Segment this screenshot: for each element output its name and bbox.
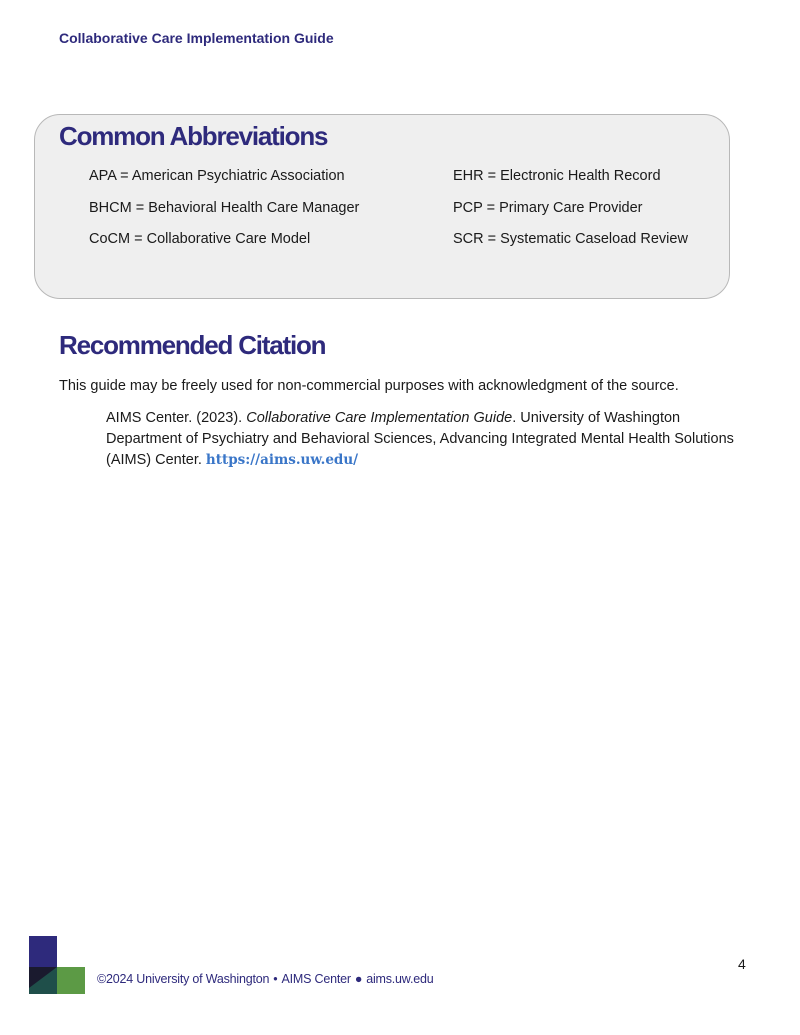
- footer-org: AIMS Center: [281, 972, 351, 986]
- footer-separator: ●: [354, 972, 363, 986]
- footer: [97, 972, 433, 986]
- abbreviations-left-column: [89, 167, 359, 262]
- citation-intro: This guide may be freely used for non-commercial purposes with acknowledgment of the source.: [59, 378, 679, 394]
- abbreviation-item: EHR = Electronic Health Record: [453, 168, 661, 184]
- citation-title: Recommended Citation: [59, 330, 326, 360]
- abbreviation-item: APA = American Psychiatric Association: [89, 168, 345, 184]
- citation-reference: [106, 408, 746, 471]
- abbreviations-box: [34, 114, 730, 299]
- footer-separator: •: [273, 972, 278, 986]
- abbreviation-item: BHCM = Behavioral Health Care Manager: [89, 199, 360, 216]
- logo-green-square: [57, 967, 85, 994]
- page-number: 4: [738, 956, 746, 972]
- citation-ref-title: Collaborative Care Implementation Guide: [246, 410, 513, 426]
- citation-link[interactable]: https://aims.uw.edu/: [205, 452, 359, 468]
- abbreviation-item: PCP = Primary Care Provider: [453, 199, 643, 216]
- citation-ref-prefix: AIMS Center. (2023).: [106, 410, 247, 426]
- abbreviations-title: Common Abbreviations: [59, 121, 328, 151]
- aims-logo-icon: [29, 936, 85, 994]
- logo-purple-square: [29, 936, 57, 967]
- footer-site: aims.uw.edu: [366, 972, 434, 986]
- abbreviations-right-column: [453, 167, 688, 262]
- footer-copyright: ©2024 University of Washington: [97, 972, 270, 986]
- abbreviation-item: SCR = Systematic Caseload Review: [453, 231, 688, 247]
- citation-ref-suffix: . University of Washington Department of Psychiatry and Behavioral Sciences, Advancing Integrated Mental Health Solutions (AIMS) Center.: [106, 410, 734, 468]
- abbreviation-item: CoCM = Collaborative Care Model: [89, 231, 311, 247]
- running-header: Collaborative Care Implementation Guide: [59, 30, 334, 46]
